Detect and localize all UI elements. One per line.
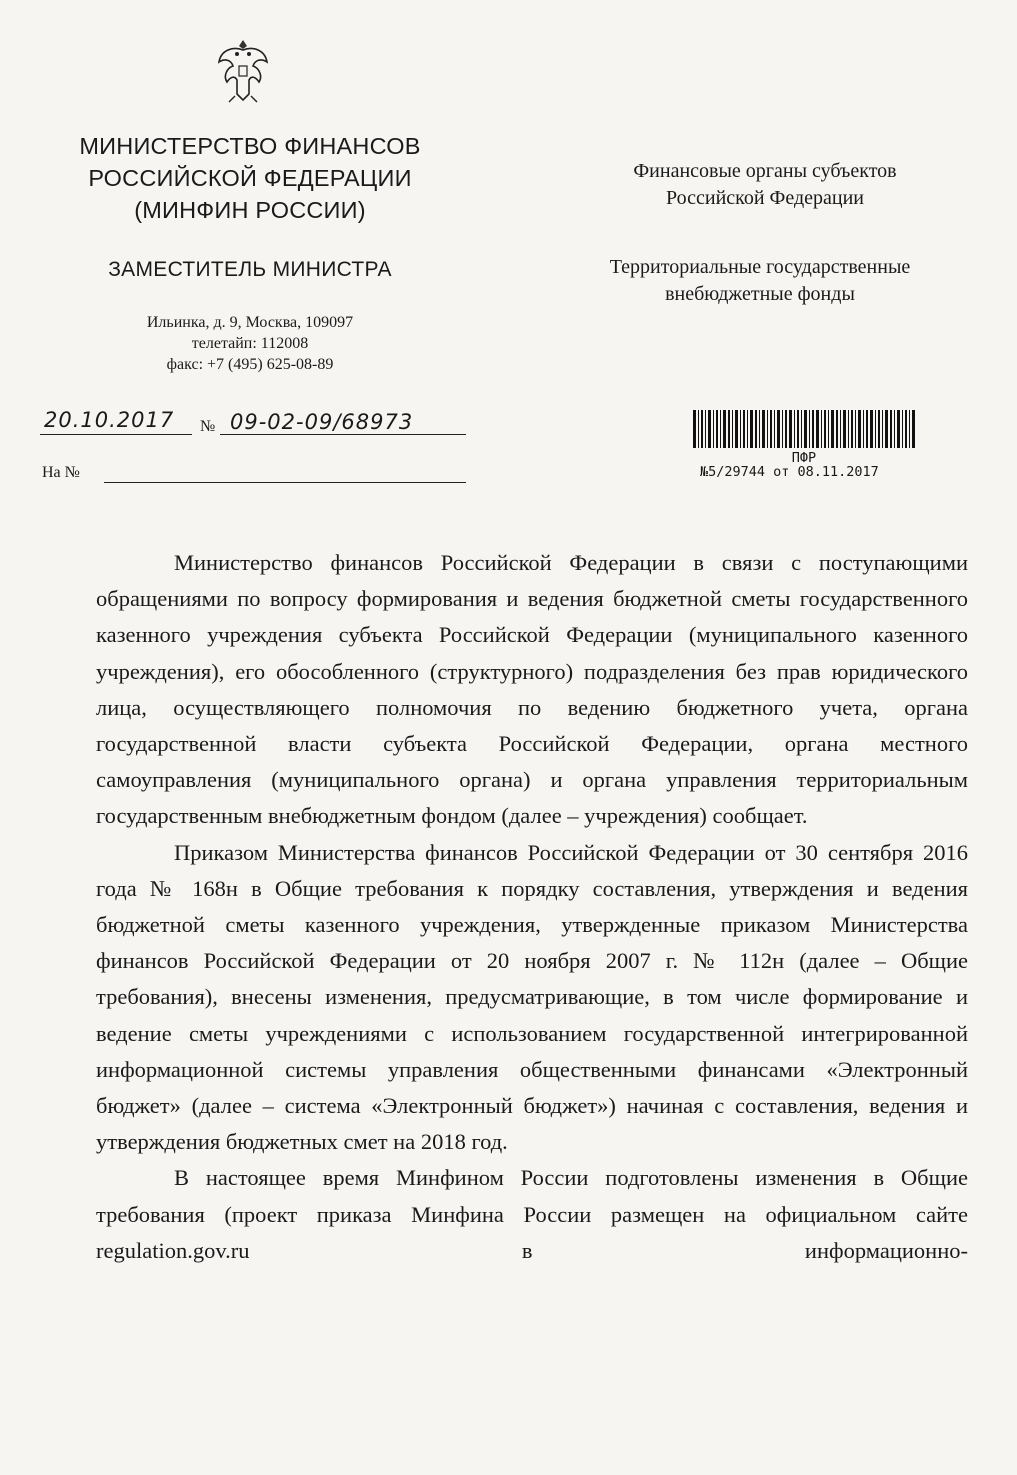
recipient-line: Территориальные государственные [609, 256, 911, 278]
coat-of-arms-icon [215, 36, 271, 106]
letter-body [96, 545, 968, 1269]
fax-line: факс: +7 (495) 625-08-89 [166, 356, 334, 373]
number-label: № [200, 418, 216, 435]
body-paragraph: Министерство финансов Российской Федерации в связи с поступающими обращениями по вопросу формирования и ведения бюджетной сметы государственного казенного учреждения субъекта Российской Федерации (муниципального казенного учреждения), его обособленного (структурного) подразделения без прав юридического лица, осуществляющего полномочия по ведению бюджетного учета, органа государственной власти субъекта Российской Федерации, органа местного самоуправления (муниципального органа) и органа управления территориальным государственным внебюджетным фондом (далее – учреждения) сообщает. [96, 550, 968, 829]
number-underline [220, 434, 466, 435]
reply-underline [104, 482, 466, 483]
barcode-icon [693, 410, 915, 448]
address-line: Ильинка, д. 9, Москва, 109097 [146, 314, 354, 331]
ministry-line: (МИНФИН РОССИИ) [134, 197, 366, 223]
registration-number: 09-02-09/68973 [230, 410, 414, 434]
recipient-line: внебюджетные фонды [665, 283, 855, 305]
registration-date: 20.10.2017 [44, 408, 175, 432]
address-block [100, 312, 400, 375]
body-paragraph: Приказом Министерства финансов Российской Федерации от 30 сентября 2016 года № 168н в Общие требования к порядку составления, утверждения и ведения бюджетной сметы казенного учреждения, утвержденные приказом Министерства финансов Российской Федерации от 20 ноября 2007 г. № 112н (далее – Общие требования), внесены изменения, предусматривающие, в том числе формирование и ведение сметы учреждениями с использованием государственной интегрированной информационной системы управления общественными финансами «Электронный бюджет» (далее – система «Электронный бюджет») начиная с составления, ведения и утверждения бюджетных смет на 2018 год. [96, 839, 968, 1155]
recipient-finance-bodies [560, 158, 970, 212]
teletype-line: телетайп: 112008 [191, 335, 309, 352]
stamp-number: №5/29744 от 08.11.2017 [700, 464, 879, 480]
recipient-funds [558, 254, 962, 308]
ministry-line: РОССИЙСКОЙ ФЕДЕРАЦИИ [88, 165, 412, 191]
body-paragraph: В настоящее время Минфином России подготовлены изменения в Общие требования (проект приказа Минфина России размещен на официальном сайте regulation.gov.ru в информационно- [96, 1165, 968, 1263]
recipient-line: Финансовые органы субъектов [633, 160, 897, 182]
recipient-line: Российской Федерации [665, 187, 865, 209]
position-title: ЗАМЕСТИТЕЛЬ МИНИСТРА [108, 258, 392, 281]
ministry-line: МИНИСТЕРСТВО ФИНАНСОВ [79, 133, 421, 159]
reply-label: На № [42, 464, 80, 481]
date-underline [40, 434, 192, 435]
stamp-label: ПФР [791, 450, 817, 466]
ministry-name [40, 130, 460, 226]
